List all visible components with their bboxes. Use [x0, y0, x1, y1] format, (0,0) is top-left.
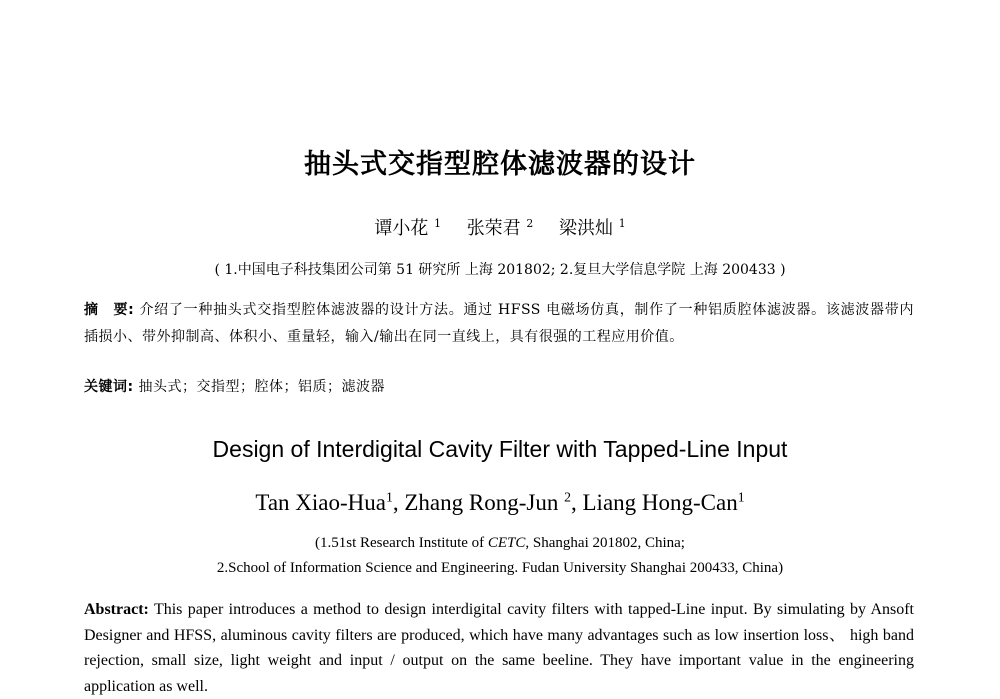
abstract-text-en: This paper introduces a method to design interdigital cavity filters with tapped-Line input. By simulating by Ansoft Designer and HFSS, aluminous cavity filters are produced, which have many advantages such as low insertion loss、 high band rejection, small size, light weight and input / output on the same beeline. They have important value in the engineering application as well. — [84, 601, 914, 695]
english-title: Design of Interdigital Cavity Filter with Tapped-Line Input — [212, 436, 788, 462]
author-en-2: Zhang Rong-Jun $^2$, — [404, 489, 583, 515]
chinese-title: 抽头式交指型腔体滤波器的设计 — [304, 149, 696, 180]
abstract-text-cn: 介绍了一种抽头式交指型腔体滤波器的设计方法。通过 HFSS 电磁场仿真，制作了一种铝质腔体滤波器。该滤波器带内插损小、带外抑制高、体积小、重量轻，输入/输出在同一直线上，具有很强的工程应用价值。 — [84, 302, 914, 345]
keywords-text-cn: 抽头式；交指型；腔体；铝质；滤波器 — [133, 379, 386, 395]
abstract-label-cn: 摘 要: — [84, 302, 135, 318]
chinese-keywords — [84, 376, 914, 398]
author-en-3: Liang Hong-Can$^1$ — [582, 489, 745, 515]
author-cn-1: 谭小花 $^1$ — [374, 217, 441, 239]
chinese-authors — [0, 214, 1000, 240]
author-cn-3: 梁洪灿 $^1$ — [559, 217, 626, 239]
author-cn-2: 张荣君 $^2$ — [466, 217, 534, 239]
english-authors — [0, 490, 1000, 516]
chinese-abstract — [84, 297, 914, 351]
english-abstract — [84, 597, 914, 699]
english-affiliation-2: 2.School of Information Science and Engineering. Fudan University Shanghai 200433, China) — [216, 560, 784, 576]
english-affiliation-1: (1.51st Research Institute of CETC, Shanghai 201802, China; — [315, 535, 685, 551]
abstract-label-en: Abstract: — [84, 601, 149, 618]
keywords-label-cn: 关键词: — [84, 379, 134, 395]
chinese-affiliation: ( 1.中国电子科技集团公司第 51 研究所 上海 201802; 2.复旦大学信息学院 上海 200433 ) — [214, 262, 786, 278]
author-en-1: Tan Xiao-Hua$^1$, — [255, 489, 405, 515]
